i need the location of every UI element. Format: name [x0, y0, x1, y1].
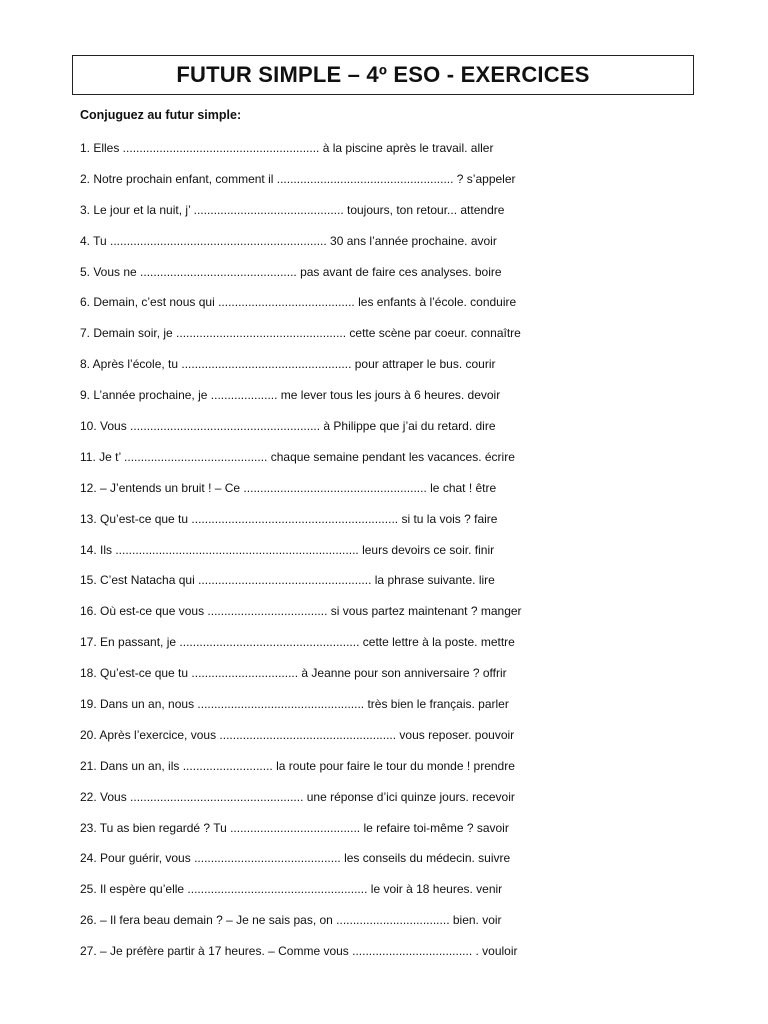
exercise-item: 16. Où est-ce que vous .................................... si vous partez maintenant ? manger [80, 604, 522, 619]
exercise-item: 13. Qu’est-ce que tu .............................................................. si tu la vois ? faire [80, 511, 498, 526]
exercise-item: 20. Après l’exercice, vous ..................................................... vous reposer. pouvoir [80, 727, 515, 742]
exercise-item: 12. – J’entends un bruit ! – Ce ....................................................... le chat ! être [80, 480, 497, 495]
exercise-item: 21. Dans un an, ils ........................... la route pour faire le tour du monde ! prendre [80, 758, 515, 773]
exercise-item: 26. – Il fera beau demain ? – Je ne sais pas, on .................................. bien. voir [80, 913, 502, 928]
exercise-item: 5. Vous ne ............................................... pas avant de faire ces analyses. boire [80, 264, 502, 279]
exercise-item: 1. Elles ........................................................... à la piscine après le travail. aller [80, 141, 494, 155]
exercise-item: 24. Pour guérir, vous ............................................ les conseils du médecin. suivre [80, 851, 511, 866]
exercise-item: 11. Je t’ ........................................... chaque semaine pendant les vacances. écrire [80, 449, 515, 464]
exercise-item: 23. Tu as bien regardé ? Tu ....................................... le refaire toi-même ? savoir [80, 820, 509, 835]
page-title: FUTUR SIMPLE – 4º ESO - EXERCICES [176, 62, 590, 87]
exercise-item: 14. Ils ......................................................................... leurs devoirs ce soir. finir [80, 542, 495, 557]
exercise-item: 19. Dans un an, nous .................................................. très bien le français. parler [80, 697, 509, 712]
exercise-item: 17. En passant, je ...................................................... cette lettre à la poste. mettre [80, 635, 515, 650]
title-box [72, 55, 694, 95]
exercise-item: 15. C’est Natacha qui .................................................... la phrase suivante. lire [80, 573, 495, 588]
exercise-item: 27. – Je préfère partir à 17 heures. – Comme vous .................................... . vouloir [80, 944, 518, 959]
exercise-item: 8. Après l’école, tu ................................................... pour attraper le bus. courir [80, 357, 496, 372]
exercise-item: 4. Tu ................................................................. 30 ans l’année prochaine. avoir [80, 233, 497, 248]
exercise-item: 25. Il espère qu’elle ...................................................... le voir à 18 heures. venir [80, 882, 503, 897]
exercise-item: 3. Le jour et la nuit, j’ ............................................. toujours, ton retour... attendre [80, 202, 505, 217]
exercise-list [80, 139, 700, 973]
instruction: Conjuguez au futur simple: [80, 108, 242, 122]
exercise-item: 2. Notre prochain enfant, comment il ..................................................... ? s’appeler [80, 171, 516, 186]
exercise-item: 6. Demain, c’est nous qui ......................................... les enfants à l’école. conduire [80, 295, 517, 310]
exercise-item: 18. Qu’est-ce que tu ................................ à Jeanne pour son anniversaire ? offrir [80, 666, 507, 681]
exercise-item: 10. Vous ......................................................... à Philippe que j’ai du retard. dire [80, 419, 496, 434]
exercise-item: 9. L’année prochaine, je .................... me lever tous les jours à 6 heures. devoir [80, 388, 501, 403]
exercise-item: 7. Demain soir, je ................................................... cette scène par coeur. connaître [80, 326, 521, 341]
exercise-item: 22. Vous .................................................... une réponse d’ici quinze jours. recevoir [80, 789, 515, 804]
